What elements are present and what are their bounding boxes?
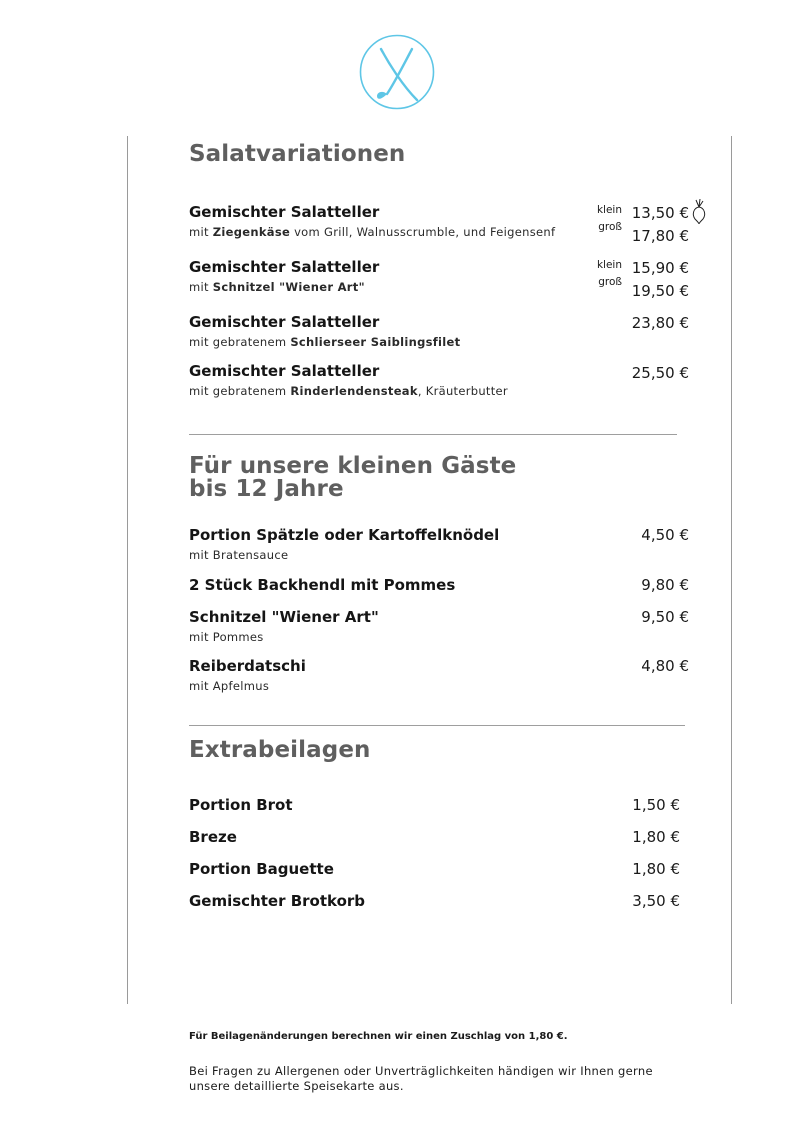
item-name: Gemischter Salatteller xyxy=(189,203,380,221)
restaurant-logo xyxy=(359,34,435,110)
item-name: Portion Spätzle oder Kartoffelknödel xyxy=(189,526,500,544)
section-heading-extras: Extrabeilagen xyxy=(189,737,371,763)
item-description: mit Pommes xyxy=(189,630,264,644)
price: 25,50 € xyxy=(631,364,689,382)
price-large: 17,80 € xyxy=(631,227,689,245)
price: 1,50 € xyxy=(632,796,680,814)
surcharge-note: Für Beilagenänderungen berechnen wir einen Zuschlag von 1,80 €. xyxy=(189,1031,568,1042)
price: 4,80 € xyxy=(641,657,689,675)
right-border-line xyxy=(731,136,732,1004)
menu-item-extra-2 xyxy=(189,828,689,846)
vegetarian-beet-icon xyxy=(691,198,707,226)
item-name: Gemischter Salatteller xyxy=(189,258,380,276)
menu-item-extra-3 xyxy=(189,860,689,878)
heading-line-1: Für unsere kleinen Gäste xyxy=(189,453,517,479)
allergen-note: Bei Fragen zu Allergenen oder Unverträglichkeiten händigen wir Ihnen gerne unsere detaillierte Speisekarte aus. xyxy=(189,1064,653,1093)
menu-item-kids-1 xyxy=(189,526,689,563)
item-name: Gemischter Salatteller xyxy=(189,362,380,380)
size-label-large: groß xyxy=(598,221,622,233)
price-small: 15,90 € xyxy=(631,259,689,277)
heading-line-2: bis 12 Jahre xyxy=(189,476,344,502)
item-name: Portion Baguette xyxy=(189,860,334,878)
item-name: Gemischter Brotkorb xyxy=(189,892,366,910)
item-description: mit Bratensauce xyxy=(189,548,289,562)
item-name: Schnitzel "Wiener Art" xyxy=(189,608,379,626)
price-large: 19,50 € xyxy=(631,282,689,300)
price: 1,80 € xyxy=(632,860,680,878)
menu-item-kids-3 xyxy=(189,608,689,645)
menu-item-salad-4 xyxy=(189,362,689,399)
section-divider xyxy=(189,434,677,435)
menu-item-extra-4 xyxy=(189,892,689,910)
size-label-small: klein xyxy=(596,204,622,216)
item-name: 2 Stück Backhendl mit Pommes xyxy=(189,576,456,594)
menu-item-extra-1 xyxy=(189,796,689,814)
left-border-line xyxy=(127,136,128,1004)
price: 3,50 € xyxy=(632,892,680,910)
menu-item-kids-4 xyxy=(189,657,689,694)
section-divider xyxy=(189,725,685,726)
size-label-small: klein xyxy=(596,259,622,271)
item-name: Portion Brot xyxy=(189,796,293,814)
item-name: Gemischter Salatteller xyxy=(189,313,380,331)
section-heading-salad: Salatvariationen xyxy=(189,141,406,167)
price: 23,80 € xyxy=(631,314,689,332)
price: 4,50 € xyxy=(641,526,689,544)
price-small: 13,50 € xyxy=(631,204,689,222)
price: 9,80 € xyxy=(641,576,689,594)
menu-item-salad-3 xyxy=(189,313,689,350)
menu-item-kids-2 xyxy=(189,576,689,594)
item-name: Reiberdatschi xyxy=(189,657,306,675)
price: 9,50 € xyxy=(641,608,689,626)
item-description: mit Ziegenkäse vom Grill, Walnusscrumble, und Feigensenf xyxy=(189,225,556,239)
item-name: Breze xyxy=(189,828,237,846)
size-label-large: groß xyxy=(598,276,622,288)
item-description: mit Apfelmus xyxy=(189,679,270,693)
item-description: mit gebratenem Rinderlendensteak, Kräuterbutter xyxy=(189,384,508,398)
section-heading-kids xyxy=(189,455,516,501)
item-description: mit gebratenem Schlierseer Saiblingsfilet xyxy=(189,335,461,349)
item-description: mit Schnitzel "Wiener Art" xyxy=(189,280,365,294)
price: 1,80 € xyxy=(632,828,680,846)
